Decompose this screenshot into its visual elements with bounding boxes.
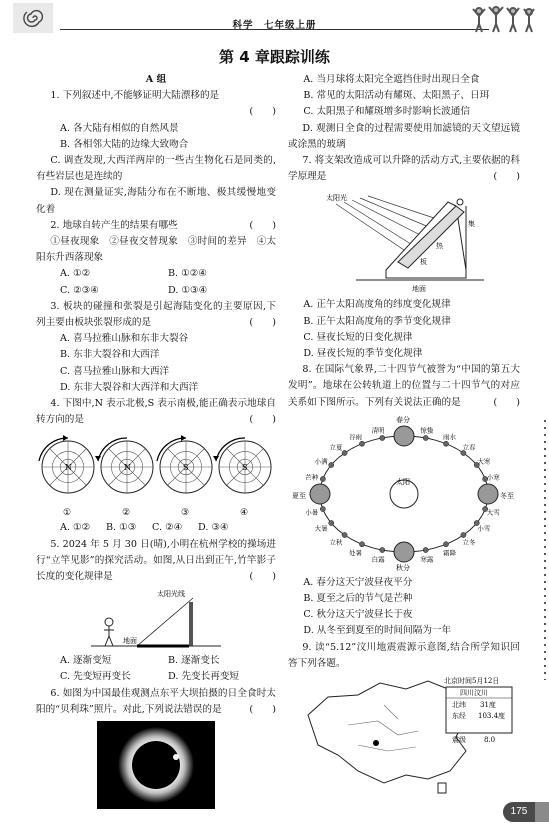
- solar-term-label: 惊蛰: [420, 426, 434, 435]
- question-2: 2. 地球自转产生的结果有哪些 ( ): [50, 219, 276, 231]
- option: D. 从冬至到夏至的时间间隔为一年: [303, 625, 452, 637]
- question-2-items: ①昼夜现象 ②昼夜交替现象 ③时间的差异 ④太阳东升西落现象: [36, 236, 276, 264]
- question-5-options: C. 先变短再变长 D. 先变长再变短: [60, 671, 240, 683]
- side-dotted-rule: [543, 420, 547, 680]
- rotation-globe-4: [213, 438, 271, 517]
- option: B. 常见的太阳活动有耀斑、太阳黑子、日珥: [303, 90, 490, 102]
- arrow-head: [95, 456, 101, 461]
- solar-term-label: 芒种: [305, 473, 319, 482]
- cheering-people-icon: [469, 3, 539, 33]
- solar-term-label: 霜降: [443, 548, 456, 557]
- solar-collector-figure: [316, 188, 492, 294]
- chapter-title: 第 4 章跟踪训练: [219, 48, 330, 66]
- solar-term-dot: [342, 450, 347, 455]
- solar-term-label: 白露: [371, 555, 385, 564]
- summer-solstice-label: 夏至: [292, 491, 306, 500]
- option: D. 观测日全食的过程需要使用加滤镜的天文望远镜或涂黑的玻璃: [288, 122, 520, 150]
- quake-place: 四川汶川: [460, 689, 488, 698]
- question-8: 8. 在国际气象界,二十四节气被誉为“中国的第五大发明”。地球在公转轨道上的位置与二十四节气的对应关系如下图所示。下列有关说法正确的是 ( ): [288, 364, 520, 408]
- option: D. 现在测量证实,海陆分布在不断地、极其缓慢地变化着: [36, 187, 276, 215]
- option: A. 各大陆有相似的自然风景: [60, 122, 179, 134]
- panel-label-b: 热: [436, 242, 443, 251]
- solar-term-dot: [329, 520, 334, 525]
- solar-term-label: 立冬: [462, 538, 476, 547]
- globe-number: ②: [122, 508, 131, 518]
- subject-header: 科学 七年级上册: [232, 20, 317, 31]
- sun-ray-line: [137, 598, 193, 646]
- question-6: 6. 如图为中国最佳观测点东平大坝拍摄的日全食时太阳的“贝利珠”照片。对此,下列说法错误的是 ( ): [36, 687, 276, 715]
- panel-label-c: 板: [420, 258, 427, 267]
- question-5: 5. 2024 年 5 月 30 日(晴),小明在杭州学校的操场进行“立竿见影”的探究活动。如图,从日出到正午,竹竿影子长度的变化规律是 ( ): [36, 538, 276, 583]
- solar-term-label: 清明: [371, 426, 385, 435]
- earth-spring: [394, 426, 414, 446]
- earth-summer: [310, 484, 330, 504]
- solar-term-label: 大暑: [314, 524, 328, 533]
- earth-winter: [478, 484, 498, 504]
- question-2-options: A. ①② B. ①②④: [60, 268, 207, 280]
- solar-term-dot: [380, 547, 385, 552]
- spring-equinox-label: 春分: [396, 415, 410, 424]
- option: B. 正午太阳高度角的季节变化规律: [303, 315, 451, 327]
- lat-key: 北纬: [452, 701, 466, 710]
- question-3: 3. 板块的碰撞和张裂是引起海陆变化的主要原因,下列主要由板块张裂形成的是 ( ): [36, 300, 276, 329]
- student-body: [104, 626, 114, 646]
- left-column: [36, 72, 276, 812]
- solar-term-dot: [423, 547, 428, 552]
- baily-bead: [173, 754, 179, 760]
- option: D. 东非大裂谷和大西洋和大西洋: [60, 381, 199, 393]
- moon-disc: [132, 741, 180, 789]
- pole-shadow-figure: [81, 588, 231, 650]
- quake-time: 北京时间5月12日: [444, 677, 500, 686]
- right-column: [288, 72, 520, 798]
- solar-term-label: 谷雨: [349, 432, 362, 441]
- bamboo-pole: [189, 602, 193, 646]
- solar-term-dot: [329, 462, 334, 467]
- rotation-globe-2: [95, 438, 153, 517]
- solar-term-label: 小雪: [477, 524, 491, 533]
- arrow-head: [213, 456, 219, 461]
- eclipse-photo: [97, 721, 215, 809]
- magnitude-value: 8.0: [484, 736, 496, 745]
- wenchuan-map-figure: [288, 675, 520, 795]
- student-head: [105, 618, 113, 626]
- globe-number: ①: [63, 508, 72, 518]
- solar-term-label: 立夏: [329, 443, 343, 452]
- question-2-options: C. ②③④ D. ①③④: [60, 284, 208, 296]
- solar-term-label: 大寒: [477, 457, 491, 466]
- pivot: [457, 199, 463, 205]
- rotation-globe-3: [157, 435, 212, 517]
- solar-term-dot: [461, 532, 466, 537]
- globe-number: ④: [240, 508, 249, 518]
- option: A. 春分这天宁波昼夜平分: [303, 576, 413, 588]
- option: A. 当月球将太阳完全遮挡住时出现日全食: [303, 74, 480, 85]
- solar-term-label: 雨水: [443, 432, 456, 441]
- rotation-globe-1: [39, 435, 94, 517]
- pole-label: S: [242, 463, 248, 473]
- pole-label: S: [183, 463, 189, 473]
- solar-term-dot: [443, 441, 448, 446]
- question-5-options: A. 逐渐变短 B. 逐渐变长: [60, 655, 220, 667]
- solar-term-dot: [320, 476, 325, 481]
- option: B. 各相邻大陆的边缘大致吻合: [60, 138, 189, 150]
- option: A. 正午太阳高度角的纬度变化规律: [303, 299, 451, 311]
- option: B. 东非大裂谷和大西洋: [60, 349, 160, 361]
- answer-bracket: ( ): [249, 106, 276, 118]
- solar-term-label: 小满: [314, 457, 328, 466]
- option: C. 昼夜长短的日变化规律: [303, 331, 413, 343]
- solar-term-label: 处暑: [349, 548, 362, 557]
- option: C. 喜马拉雅山脉和大西洋: [60, 365, 170, 377]
- option: D. 昼夜长短的季节变化规律: [303, 348, 423, 360]
- panel-label-a: 集: [468, 220, 475, 229]
- arrow-head: [181, 435, 186, 441]
- sun-label: 太阳: [396, 477, 410, 486]
- solar-term-label: 立秋: [329, 538, 343, 547]
- solar-term-dot: [380, 435, 385, 440]
- solar-term-label: 立春: [462, 443, 476, 452]
- option: B. 夏至之后的节气是芒种: [303, 593, 413, 605]
- solar-term-label: 大雪: [486, 508, 500, 517]
- option: C. 秋分这天宁波昼长于夜: [303, 609, 413, 621]
- solar-terms-orbit-figure: [288, 414, 520, 572]
- option: C. 太阳黑子和耀斑增多时影响长波通信: [303, 106, 470, 118]
- arrow-head: [63, 435, 68, 441]
- solar-term-dot: [342, 532, 347, 537]
- winter-solstice-label: 冬至: [500, 491, 514, 500]
- solar-term-dot: [320, 506, 325, 511]
- autumn-equinox-label: 秋分: [396, 563, 410, 572]
- lat-value: 31度: [480, 701, 496, 710]
- header-rule: [60, 29, 489, 30]
- solar-term-label: 小寒: [486, 473, 500, 482]
- magnitude-key: 震级: [452, 736, 466, 745]
- page-number: 175: [503, 802, 535, 822]
- ground-label: 地面: [412, 285, 426, 294]
- sun-ray-label: 太阳光线: [157, 590, 185, 599]
- sun-label: 太阳光: [326, 194, 347, 203]
- solar-term-dot: [423, 435, 428, 440]
- solar-term-dot: [359, 541, 364, 546]
- globe-number: ③: [181, 508, 190, 518]
- pole-label: N: [65, 463, 72, 473]
- pole-label: N: [124, 463, 131, 473]
- south-sea-inset: [438, 783, 446, 793]
- solar-term-label: 小暑: [305, 508, 319, 517]
- epicenter-marker: [373, 740, 379, 746]
- lon-value: 103.4度: [478, 712, 506, 721]
- solar-term-label: 寒露: [420, 555, 434, 564]
- question-9: 9. 读“5.12”汶川地震震源示意图,结合所学知识回答下列各题。: [288, 641, 520, 669]
- question-4: 4. 下图中,N 表示北极,S 表示南极,能正确表示地球自转方向的是 ( ): [36, 398, 276, 426]
- page-number-tab: [535, 802, 549, 822]
- page-header: [0, 0, 549, 36]
- lon-key: 东经: [452, 712, 466, 721]
- china-outline: [308, 681, 466, 783]
- question-7: 7. 将支架改造成可以升降的活动方式,主要依据的科学原理是 ( ): [288, 155, 520, 183]
- ground-label: 地面: [123, 637, 137, 646]
- solar-term-dot: [359, 441, 364, 446]
- rotation-diagrams-figure: [38, 431, 274, 517]
- earth-autumn: [394, 542, 414, 562]
- group-a-heading: A 组: [145, 74, 167, 85]
- solar-term-dot: [443, 541, 448, 546]
- question-4-options: A. ①② B. ①③ C. ②④ D. ③④: [60, 522, 229, 534]
- option: A. 喜马拉雅山脉和东非大裂谷: [60, 333, 189, 345]
- option: C. 调查发现,大西洋两岸的一些古生物化石是同类的,有些岩层也是连续的: [36, 155, 276, 183]
- question-1: 1. 下列叙述中,不能够证明大陆漂移的是: [50, 90, 220, 102]
